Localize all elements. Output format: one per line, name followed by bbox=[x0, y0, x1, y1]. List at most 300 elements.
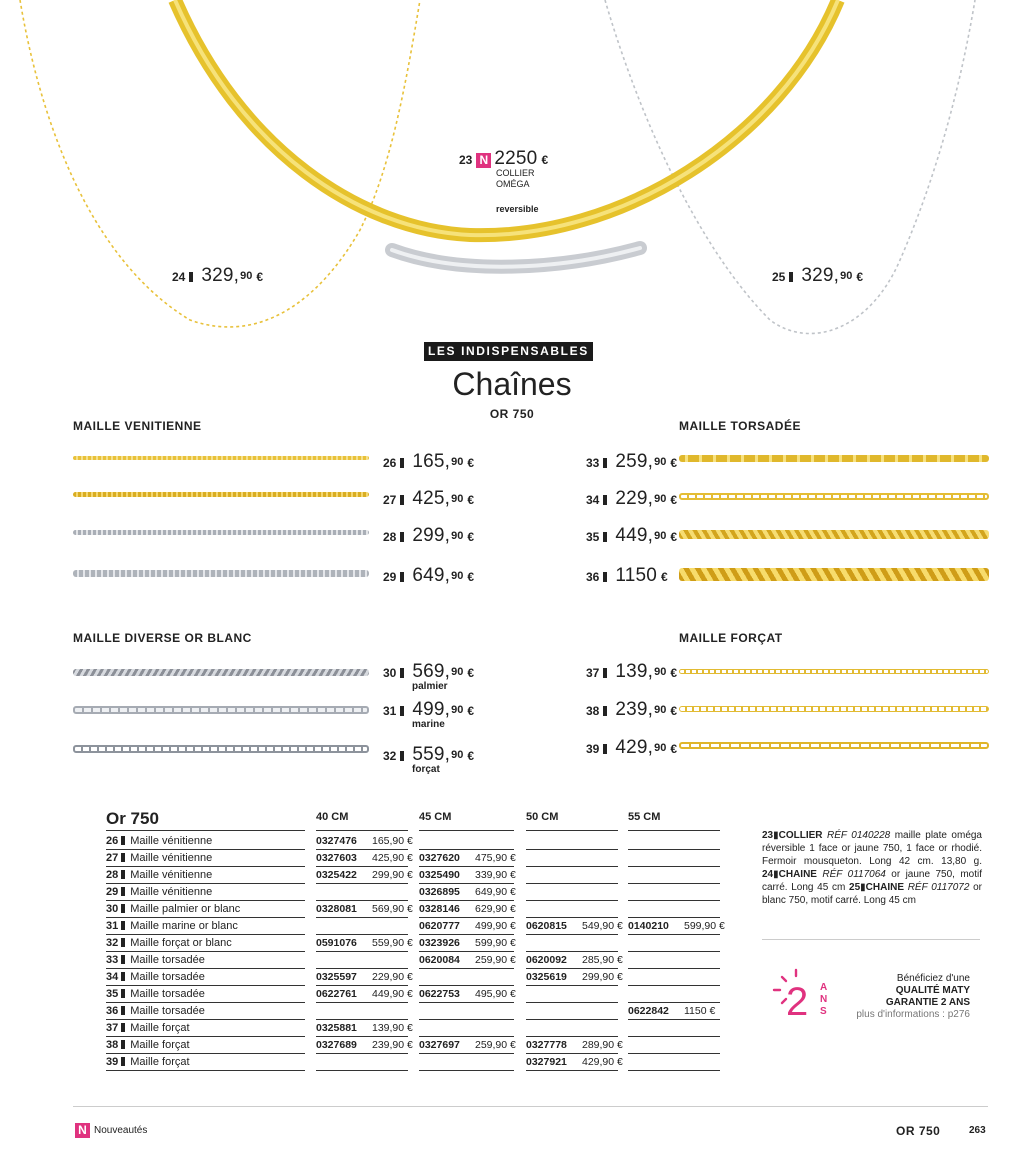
item-number: 30 bbox=[383, 666, 397, 680]
guarantee-line1: Bénéficiez d'une bbox=[896, 973, 970, 984]
desc-item-text: or blanc 750, motif carré. Long 45 cm bbox=[762, 882, 982, 906]
cell-price: 475,90 € bbox=[475, 852, 516, 864]
cell-reference: 0328081 bbox=[316, 903, 357, 915]
cell-price: 649,90 € bbox=[475, 886, 516, 898]
item-23-note: reversible bbox=[496, 204, 539, 214]
separator-bar bbox=[121, 938, 125, 947]
table-cell bbox=[316, 1054, 408, 1071]
cell-price: 559,90 € bbox=[372, 937, 413, 949]
cell-price: 599,90 € bbox=[684, 920, 725, 932]
cell-reference: 0327921 bbox=[526, 1056, 567, 1068]
cell-reference: 0620777 bbox=[419, 920, 460, 932]
section-torsadee-title: MAILLE TORSADÉE bbox=[679, 419, 801, 433]
table-cell bbox=[526, 952, 623, 969]
currency: € bbox=[670, 493, 678, 507]
price: 239, bbox=[615, 699, 654, 720]
item-33-price bbox=[586, 451, 677, 473]
price: 299, bbox=[412, 525, 451, 546]
price: 449, bbox=[615, 525, 654, 546]
cell-price: 285,90 € bbox=[582, 954, 623, 966]
table-cell bbox=[628, 1037, 720, 1054]
table-cell bbox=[316, 833, 413, 850]
table-cell bbox=[419, 986, 514, 1003]
column-header-rule bbox=[628, 830, 720, 831]
item-note: forçat bbox=[412, 764, 440, 775]
price: 649, bbox=[412, 565, 451, 586]
item-31-price bbox=[383, 699, 474, 730]
currency: € bbox=[541, 153, 549, 167]
separator-bar bbox=[603, 495, 607, 505]
chain-38-image bbox=[679, 706, 989, 712]
page-title: Chaînes bbox=[452, 366, 572, 402]
table-cell bbox=[316, 1037, 413, 1054]
cell-reference: 0325597 bbox=[316, 971, 357, 983]
table-cell bbox=[419, 833, 514, 850]
currency: € bbox=[467, 704, 475, 718]
desc-item-number: 23 bbox=[762, 830, 774, 841]
item-number: 29 bbox=[383, 570, 397, 584]
table-cell bbox=[526, 867, 618, 884]
separator-bar bbox=[789, 272, 793, 282]
currency: € bbox=[467, 666, 475, 680]
currency: € bbox=[467, 749, 475, 763]
table-cell bbox=[419, 1020, 514, 1037]
table-cell bbox=[526, 884, 618, 901]
price: 499, bbox=[412, 699, 451, 720]
currency: € bbox=[670, 456, 678, 470]
price-cents: 90 bbox=[240, 270, 253, 282]
table-cell bbox=[628, 935, 720, 952]
row-number: 27 bbox=[106, 852, 119, 864]
section-venitienne-title: MAILLE VENITIENNE bbox=[73, 419, 202, 433]
table-cell bbox=[628, 850, 720, 867]
table-cell bbox=[526, 901, 618, 918]
price-cents: 90 bbox=[654, 742, 667, 754]
guarantee-text bbox=[840, 973, 970, 1021]
table-cell bbox=[419, 867, 514, 884]
item-26-price bbox=[383, 451, 474, 473]
column-header-rule bbox=[419, 830, 514, 831]
separator-bar bbox=[121, 955, 125, 964]
table-cell bbox=[316, 952, 408, 969]
cell-price: 239,90 € bbox=[372, 1039, 413, 1051]
separator-bar bbox=[603, 532, 607, 542]
table-cell bbox=[628, 1003, 720, 1020]
cell-price: 425,90 € bbox=[372, 852, 413, 864]
section-forcat-title: MAILLE FORÇAT bbox=[679, 631, 783, 645]
item-number: 31 bbox=[383, 704, 397, 718]
separator-bar bbox=[400, 751, 404, 761]
price-cents: 90 bbox=[451, 456, 464, 468]
cell-price: 495,90 € bbox=[475, 988, 516, 1000]
cell-price: 449,90 € bbox=[372, 988, 413, 1000]
table-cell bbox=[316, 986, 413, 1003]
row-number: 37 bbox=[106, 1022, 119, 1034]
table-title-rule bbox=[106, 830, 305, 831]
item-note: palmier bbox=[412, 681, 448, 692]
row-number: 34 bbox=[106, 971, 119, 983]
table-row-label bbox=[106, 867, 305, 884]
column-header: 40 CM bbox=[316, 811, 349, 823]
footer-legend-text: Nouveautés bbox=[94, 1125, 148, 1136]
separator-bar bbox=[121, 1057, 125, 1066]
price: 139, bbox=[615, 661, 654, 682]
chain-33-image bbox=[679, 455, 989, 462]
chain-26-image bbox=[73, 456, 369, 460]
guarantee-more-info: plus d'informations : p276 bbox=[856, 1009, 970, 1020]
desc-item-text: or jaune 750, motif carré. Long 45 cm bbox=[762, 869, 983, 893]
section-kicker: LES INDISPENSABLES bbox=[424, 342, 593, 361]
chain-34-image bbox=[679, 493, 989, 500]
row-number: 38 bbox=[106, 1039, 119, 1051]
separator-bar bbox=[121, 836, 125, 845]
item-number: 26 bbox=[383, 456, 397, 470]
item-number: 39 bbox=[586, 742, 600, 756]
desc-item-text: maille plate oméga réversible 1 face or jaune 750, 1 face or rhodié. Fermoir mousqueton. Long 42 cm. 13,80 g. bbox=[762, 830, 982, 867]
price-cents: 90 bbox=[451, 704, 464, 716]
price-cents: 90 bbox=[451, 666, 464, 678]
page-number: 263 bbox=[969, 1125, 986, 1136]
cell-price: 259,90 € bbox=[475, 1039, 516, 1051]
item-number: 27 bbox=[383, 493, 397, 507]
cell-price: 1150 € bbox=[684, 1005, 716, 1017]
column-header-rule bbox=[316, 830, 408, 831]
table-cell bbox=[628, 867, 720, 884]
cell-reference: 0325619 bbox=[526, 971, 567, 983]
row-number: 26 bbox=[106, 835, 119, 847]
currency: € bbox=[661, 570, 668, 584]
price: 429, bbox=[615, 737, 654, 758]
separator-bar bbox=[603, 706, 607, 716]
row-label-text: Maille forçat bbox=[130, 1039, 190, 1051]
row-label-text: Maille vénitienne bbox=[130, 886, 213, 898]
table-cell bbox=[316, 867, 413, 884]
desc-item-name: CHAINE bbox=[778, 869, 817, 880]
item-25-price bbox=[772, 265, 863, 287]
guarantee-line2: QUALITÉ MATY bbox=[895, 985, 970, 996]
separator-bar bbox=[121, 972, 125, 981]
price: 229, bbox=[615, 488, 654, 509]
cell-price: 139,90 € bbox=[372, 1022, 413, 1034]
currency: € bbox=[670, 704, 678, 718]
item-note: marine bbox=[412, 719, 445, 730]
row-number: 30 bbox=[106, 903, 119, 915]
cell-reference: 0622753 bbox=[419, 988, 460, 1000]
item-number: 23 bbox=[459, 153, 473, 167]
price: 329, bbox=[201, 265, 240, 286]
cell-price: 165,90 € bbox=[372, 835, 413, 847]
table-cell bbox=[419, 901, 514, 918]
item-35-price bbox=[586, 525, 677, 547]
divider bbox=[762, 939, 980, 940]
table-cell bbox=[526, 918, 623, 935]
currency: € bbox=[670, 742, 678, 756]
item-36-price bbox=[586, 565, 668, 587]
desc-item-number: 24 bbox=[762, 869, 774, 880]
cell-price: 299,90 € bbox=[582, 971, 623, 983]
item-27-price bbox=[383, 488, 474, 510]
price-cents: 90 bbox=[654, 666, 667, 678]
price: 559, bbox=[412, 744, 451, 765]
row-number: 31 bbox=[106, 920, 119, 932]
row-label-text: Maille torsadée bbox=[130, 954, 205, 966]
chain-30-image bbox=[73, 669, 369, 676]
cell-price: 499,90 € bbox=[475, 920, 516, 932]
price: 329, bbox=[801, 265, 840, 286]
price: 259, bbox=[615, 451, 654, 472]
item-number: 38 bbox=[586, 704, 600, 718]
cell-reference: 0327603 bbox=[316, 852, 357, 864]
item-number: 33 bbox=[586, 456, 600, 470]
currency: € bbox=[467, 493, 475, 507]
separator-bar bbox=[400, 668, 404, 678]
desc-item-ref: RÉF 0140228 bbox=[827, 830, 891, 841]
cell-reference: 0325490 bbox=[419, 869, 460, 881]
separator-bar bbox=[400, 572, 404, 582]
section-diverse-title: MAILLE DIVERSE OR BLANC bbox=[73, 631, 252, 645]
table-cell bbox=[526, 969, 623, 986]
currency: € bbox=[856, 270, 864, 284]
table-cell bbox=[316, 884, 408, 901]
table-cell bbox=[316, 918, 408, 935]
price-cents: 90 bbox=[451, 493, 464, 505]
item-number: 35 bbox=[586, 530, 600, 544]
item-number: 36 bbox=[586, 570, 600, 584]
table-cell bbox=[419, 1054, 514, 1071]
item-number: 34 bbox=[586, 493, 600, 507]
table-cell bbox=[419, 1003, 514, 1020]
item-39-price bbox=[586, 737, 677, 759]
price-cents: 90 bbox=[654, 704, 667, 716]
row-label-text: Maille vénitienne bbox=[130, 835, 213, 847]
row-label-text: Maille forçat or blanc bbox=[130, 937, 232, 949]
item-23-name-line1: COLLIER bbox=[496, 168, 535, 178]
row-label-text: Maille marine or blanc bbox=[130, 920, 238, 932]
row-number: 39 bbox=[106, 1056, 119, 1068]
row-label-text: Maille forçat bbox=[130, 1056, 190, 1068]
cell-price: 289,90 € bbox=[582, 1039, 623, 1051]
table-cell bbox=[526, 850, 618, 867]
cell-price: 229,90 € bbox=[372, 971, 413, 983]
cell-reference: 0327689 bbox=[316, 1039, 357, 1051]
cell-reference: 0622761 bbox=[316, 988, 357, 1000]
table-cell bbox=[628, 1054, 720, 1071]
cell-price: 599,90 € bbox=[475, 937, 516, 949]
guarantee-side-label: ANS bbox=[820, 982, 828, 1017]
separator-bar bbox=[121, 904, 125, 913]
chain-31-image bbox=[73, 706, 369, 714]
table-cell bbox=[419, 884, 514, 901]
cell-reference: 0323926 bbox=[419, 937, 460, 949]
cell-reference: 0620092 bbox=[526, 954, 567, 966]
row-number: 28 bbox=[106, 869, 119, 881]
desc-item-ref: RÉF 0117072 bbox=[907, 882, 970, 893]
omega-collar-gold bbox=[175, 0, 838, 235]
row-number: 35 bbox=[106, 988, 119, 1000]
table-cell bbox=[419, 952, 514, 969]
separator-bar bbox=[121, 989, 125, 998]
separator-bar bbox=[121, 853, 125, 862]
cell-price: 569,90 € bbox=[372, 903, 413, 915]
chain-35-image bbox=[679, 530, 989, 539]
separator-bar bbox=[603, 572, 607, 582]
separator-bar bbox=[121, 1006, 125, 1015]
item-24-price bbox=[172, 265, 263, 287]
table-cell bbox=[419, 935, 514, 952]
table-row-label bbox=[106, 833, 305, 850]
desc-item-ref: RÉF 0117064 bbox=[822, 869, 886, 880]
new-badge: N bbox=[476, 153, 491, 168]
price-cents: 90 bbox=[654, 530, 667, 542]
cell-reference: 0326895 bbox=[419, 886, 460, 898]
price: 2250 bbox=[494, 148, 538, 169]
cell-price: 299,90 € bbox=[372, 869, 413, 881]
chain-36-image bbox=[679, 568, 989, 581]
item-number: 37 bbox=[586, 666, 600, 680]
cell-price: 429,90 € bbox=[582, 1056, 623, 1068]
footer-section: OR 750 bbox=[896, 1124, 941, 1138]
row-label-text: Maille torsadée bbox=[130, 971, 205, 983]
table-cell bbox=[628, 1020, 720, 1037]
column-header: 45 CM bbox=[419, 811, 452, 823]
column-header: 50 CM bbox=[526, 811, 559, 823]
item-23-name-line2: OMÉGA bbox=[496, 179, 530, 189]
cell-reference: 0325881 bbox=[316, 1022, 357, 1034]
guarantee-digit: 2 bbox=[786, 980, 809, 1024]
table-cell bbox=[628, 884, 720, 901]
table-row-label bbox=[106, 1020, 305, 1037]
separator-bar bbox=[121, 1040, 125, 1049]
price: 569, bbox=[412, 661, 451, 682]
row-label-text: Maille vénitienne bbox=[130, 852, 213, 864]
footer-rule bbox=[73, 1106, 988, 1107]
table-cell bbox=[526, 1003, 618, 1020]
price-cents: 90 bbox=[451, 530, 464, 542]
table-row-label bbox=[106, 952, 305, 969]
table-row-label bbox=[106, 884, 305, 901]
item-number: 32 bbox=[383, 749, 397, 763]
separator-bar bbox=[400, 706, 404, 716]
table-cell bbox=[316, 850, 413, 867]
cell-reference: 0328146 bbox=[419, 903, 460, 915]
row-label-text: Maille forçat bbox=[130, 1022, 190, 1034]
chain-32-image bbox=[73, 745, 369, 753]
table-row-label bbox=[106, 986, 305, 1003]
desc-item-name: CHAINE bbox=[865, 882, 904, 893]
item-number: 28 bbox=[383, 530, 397, 544]
table-cell bbox=[419, 850, 514, 867]
item-28-price bbox=[383, 525, 474, 547]
footer-legend bbox=[75, 1123, 147, 1138]
chain-39-image bbox=[679, 742, 989, 749]
row-number: 33 bbox=[106, 954, 119, 966]
item-38-price bbox=[586, 699, 677, 721]
table-row-label bbox=[106, 850, 305, 867]
price-cents: 90 bbox=[654, 493, 667, 505]
price-cents: 90 bbox=[451, 570, 464, 582]
separator-bar bbox=[121, 870, 125, 879]
currency: € bbox=[256, 270, 264, 284]
item-number: 24 bbox=[172, 270, 186, 284]
item-30-price bbox=[383, 661, 474, 692]
currency: € bbox=[670, 530, 678, 544]
desc-item-number: 25 bbox=[849, 882, 861, 893]
separator-bar bbox=[603, 668, 607, 678]
table-cell bbox=[628, 969, 720, 986]
separator-bar bbox=[400, 495, 404, 505]
table-cell bbox=[628, 986, 720, 1003]
column-header: 55 CM bbox=[628, 811, 661, 823]
table-cell bbox=[526, 935, 618, 952]
cell-price: 259,90 € bbox=[475, 954, 516, 966]
separator-bar bbox=[121, 887, 125, 896]
guarantee-logo bbox=[770, 968, 834, 1028]
cell-reference: 0327778 bbox=[526, 1039, 567, 1051]
item-23-name bbox=[496, 168, 535, 190]
item-29-price bbox=[383, 565, 474, 587]
chain-37-image bbox=[679, 669, 989, 674]
price: 165, bbox=[412, 451, 451, 472]
table-cell bbox=[628, 833, 720, 850]
table-cell bbox=[419, 918, 514, 935]
table-row-label bbox=[106, 935, 305, 952]
table-cell bbox=[628, 901, 720, 918]
new-badge: N bbox=[75, 1123, 90, 1138]
cell-reference: 0620815 bbox=[526, 920, 567, 932]
currency: € bbox=[670, 666, 678, 680]
cell-reference: 0327476 bbox=[316, 835, 357, 847]
table-row-label bbox=[106, 1037, 305, 1054]
chain-27-image bbox=[73, 492, 369, 497]
cell-price: 549,90 € bbox=[582, 920, 623, 932]
row-label-text: Maille palmier or blanc bbox=[130, 903, 241, 915]
page-subtitle: OR 750 bbox=[489, 407, 535, 421]
table-cell bbox=[419, 969, 514, 986]
currency: € bbox=[467, 570, 475, 584]
cell-reference: 0622842 bbox=[628, 1005, 669, 1017]
currency: € bbox=[467, 456, 475, 470]
separator-bar bbox=[121, 921, 125, 930]
table-cell bbox=[526, 833, 618, 850]
cell-reference: 0327697 bbox=[419, 1039, 460, 1051]
row-label-text: Maille torsadée bbox=[130, 1005, 205, 1017]
row-number: 32 bbox=[106, 937, 119, 949]
price-cents: 90 bbox=[840, 270, 853, 282]
product-description: 23▮COLLIER RÉF 0140228 maille plate oméga réversible 1 face or jaune 750, 1 face or rhodié. Fermoir mousqueton. Long 42 cm. 13,80 g. 24▮CHAINE RÉF 0117064 or jaune 750, motif carré. Long 45 cm 25▮CHAINE RÉF 0117072 or blanc 750, motif carré. Long 45 cm bbox=[762, 830, 983, 906]
cell-price: 339,90 € bbox=[475, 869, 516, 881]
currency: € bbox=[467, 530, 475, 544]
table-cell bbox=[419, 1037, 514, 1054]
table-cell bbox=[628, 952, 720, 969]
table-cell bbox=[526, 986, 618, 1003]
table-row-label bbox=[106, 1054, 305, 1071]
separator-bar bbox=[400, 458, 404, 468]
price: 425, bbox=[412, 488, 451, 509]
row-label-text: Maille torsadée bbox=[130, 988, 205, 1000]
price-cents: 90 bbox=[451, 749, 464, 761]
separator-bar bbox=[603, 458, 607, 468]
guarantee-line3: GARANTIE 2 ANS bbox=[885, 997, 970, 1008]
separator-bar bbox=[189, 272, 193, 282]
table-title: Or 750 bbox=[106, 809, 159, 828]
cell-reference: 0620084 bbox=[419, 954, 460, 966]
separator-bar bbox=[400, 532, 404, 542]
item-number: 25 bbox=[772, 270, 786, 284]
item-37-price bbox=[586, 661, 677, 683]
cell-price: 629,90 € bbox=[475, 903, 516, 915]
cell-reference: 0325422 bbox=[316, 869, 357, 881]
table-cell bbox=[526, 1037, 623, 1054]
